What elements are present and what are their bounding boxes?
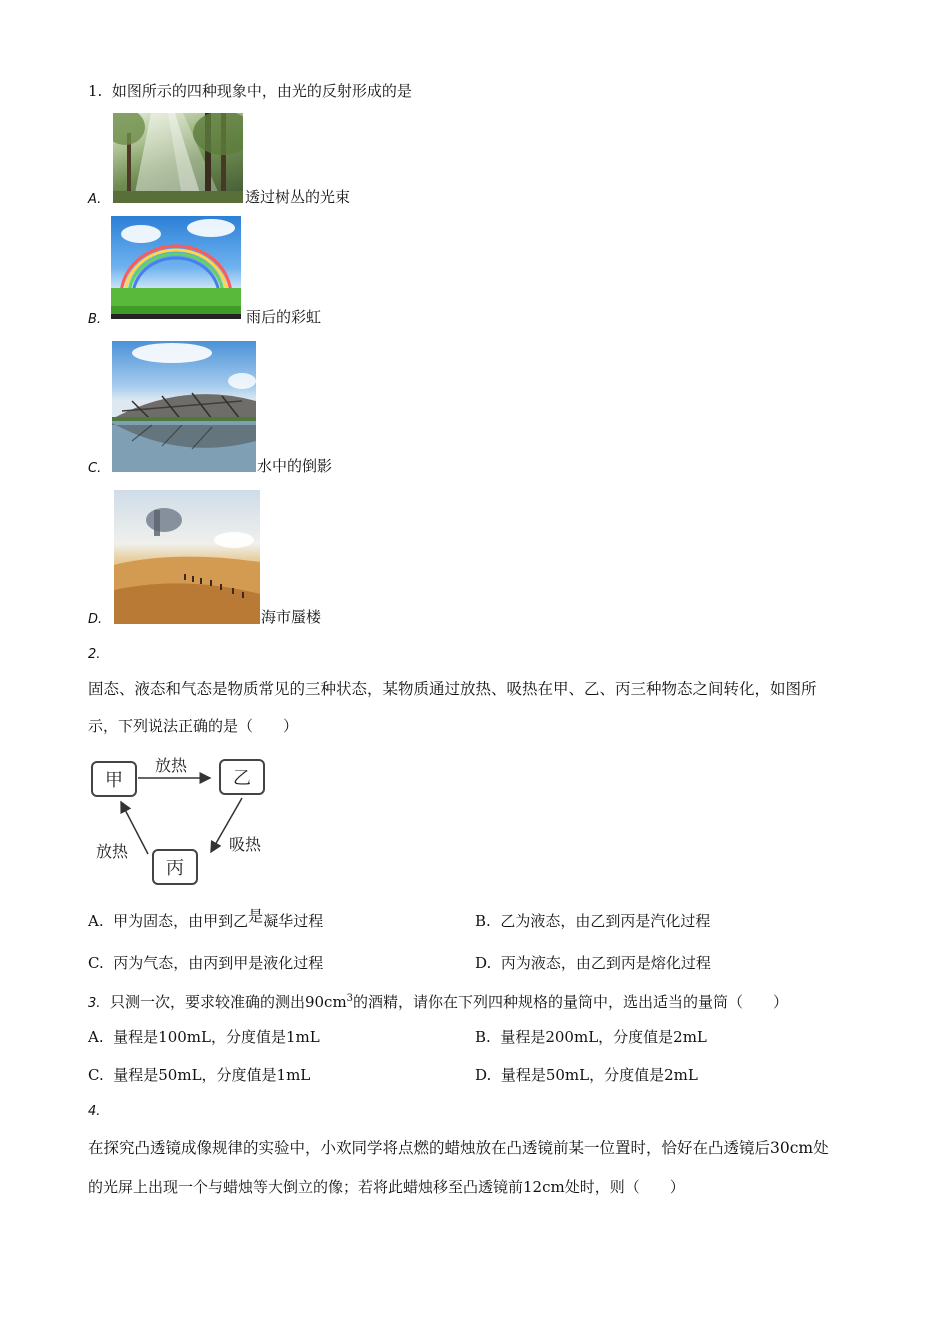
desert-mirage-image: [114, 490, 260, 624]
option-text: 丙为液态，由乙到丙是熔化过程: [500, 954, 711, 972]
q4-stem-line2: 的光屏上出现一个与蜡烛等大倒立的像；若将此蜡烛移至凸透镜前12cm处时，则（ ）: [88, 1178, 685, 1196]
rainbow-over-meadow-image: [111, 216, 241, 319]
option-text: 量程是100mL，分度值是1mL: [113, 1028, 320, 1046]
q3-stem-text: 只测一次，要求较准确的测出90cm: [109, 993, 347, 1011]
q1-option-d-caption: 海市蜃楼: [261, 608, 322, 626]
q1-option-a-caption: 透过树丛的光束: [245, 188, 351, 206]
option-text: 量程是200mL，分度值是2mL: [500, 1028, 707, 1046]
q2-option-d[interactable]: [475, 953, 711, 973]
arrow-bc-label: 吸热: [229, 835, 262, 854]
state-change-diagram: [88, 750, 278, 890]
node-c-box: 丙: [152, 849, 198, 885]
option-letter: C.: [88, 954, 104, 972]
option-text: 丙为气态，由丙到甲是液化过程: [113, 954, 324, 972]
birds-nest-reflection-image: [112, 341, 256, 472]
option-text: 凝华过程: [263, 912, 324, 930]
option-letter: A.: [88, 912, 104, 930]
q3-option-a[interactable]: [88, 1027, 320, 1047]
forest-light-beams-image: [113, 113, 243, 203]
option-letter: B.: [475, 912, 491, 930]
q1-option-c[interactable]: [88, 457, 101, 479]
q1-option-b[interactable]: [88, 308, 101, 330]
q1-option-d[interactable]: [88, 608, 102, 630]
option-letter: D.: [475, 1066, 492, 1084]
q3-option-c[interactable]: [88, 1065, 310, 1085]
q2-option-a[interactable]: [88, 907, 324, 931]
option-text: 量程是50mL，分度值是1mL: [113, 1066, 311, 1084]
q1-option-c-caption: 水中的倒影: [257, 457, 333, 475]
q3-number: 3.: [88, 996, 101, 1011]
q4-number: 4.: [88, 1104, 101, 1119]
q3-option-d[interactable]: [475, 1065, 698, 1085]
q2-number: 2.: [88, 647, 101, 662]
option-text: 乙为液态，由乙到丙是汽化过程: [500, 912, 711, 930]
q1-option-a[interactable]: [88, 188, 101, 210]
option-text: 甲为固态，由甲到乙: [113, 912, 249, 930]
q1-stem: [88, 81, 412, 101]
option-text: 量程是50mL，分度值是2mL: [500, 1066, 698, 1084]
arrow-ca-label: 放热: [96, 842, 129, 861]
option-letter: C.: [88, 461, 102, 476]
option-letter: B.: [88, 312, 102, 327]
option-letter: C.: [88, 1066, 104, 1084]
q2-option-c[interactable]: [88, 953, 323, 973]
option-letter: A.: [88, 192, 102, 207]
q2-option-b[interactable]: [475, 911, 710, 931]
option-letter: B.: [475, 1028, 491, 1046]
q3-stem: [88, 989, 788, 1014]
option-letter: D.: [475, 954, 492, 972]
q3-superscript: 3: [346, 993, 354, 1004]
q2-stem-line1: 固态、液态和气态是物质常见的三种状态，某物质通过放热、吸热在甲、乙、丙三种物态之间转化，如图所: [88, 680, 817, 698]
node-a-box: 甲: [91, 761, 137, 797]
node-b-box: 乙: [219, 759, 265, 795]
option-letter: A.: [88, 1028, 104, 1046]
q1-option-b-caption: 雨后的彩虹: [246, 308, 322, 326]
q1-number: 1.: [88, 82, 103, 100]
q1-stem-text: 如图所示的四种现象中，由光的反射形成的是: [111, 82, 412, 100]
option-letter: D.: [88, 612, 103, 627]
arrow-ab-label: 放热: [155, 756, 188, 775]
q4-stem-line1: 在探究凸透镜成像规律的实验中，小欢同学将点燃的蜡烛放在凸透镜前某一位置时，恰好在凸透镜后30cm处: [88, 1139, 829, 1157]
option-text-raised: 是: [248, 907, 264, 925]
q2-stem-line2: 示，下列说法正确的是（ ）: [88, 717, 299, 735]
q3-stem-text: 的酒精，请你在下列四种规格的量筒中，选出适当的量筒（ ）: [353, 993, 789, 1011]
q3-option-b[interactable]: [475, 1027, 707, 1047]
